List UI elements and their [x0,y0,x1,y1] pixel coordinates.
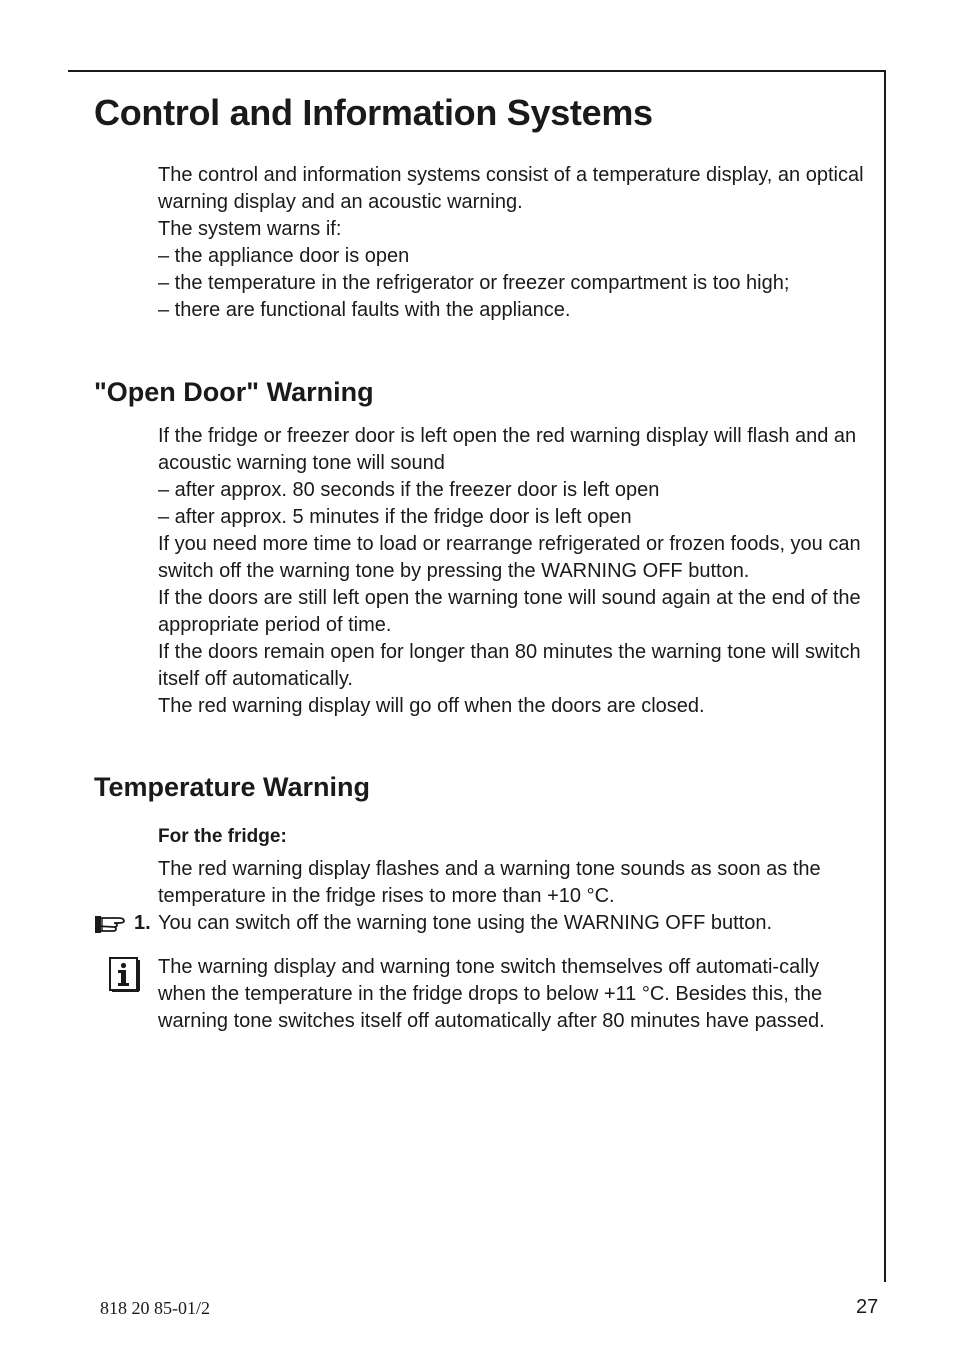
open-door-paragraph: If you need more time to load or rearrange refrigerated or frozen foods, you can switch off the warning tone by pressing the WARNING OFF button. [158,533,861,582]
intro-list-item: – the appliance door is open [158,245,410,267]
step-number: 1. [134,912,151,934]
info-icon [108,956,140,992]
page-number: 27 [856,1296,879,1318]
intro-warns-if: The system warns if: [158,218,342,240]
top-rule [68,70,886,72]
temperature-block [158,823,864,910]
fridge-subheading: For the fridge: [158,826,287,847]
info-block [158,954,864,1035]
open-door-list-item: – after approx. 5 minutes if the fridge door is left open [158,506,632,528]
open-door-paragraph: If the fridge or freezer door is left open the red warning display will flash and an acoustic warning tone will sound [158,425,857,474]
info-paragraph: The warning display and warning tone switch themselves off automati-cally when the temperature in the fridge drops to below +11 °C. Besides this, the warning tone switches itself off automatically after 80 minutes have passed. [158,956,825,1032]
page-title: Control and Information Systems [94,92,653,133]
open-door-paragraph: If the doors are still left open the warning tone will sound again at the end of the appropriate period of time. [158,587,861,636]
intro-block [158,162,864,324]
pointing-hand-icon [94,911,128,933]
temperature-heading: Temperature Warning [94,772,371,802]
temperature-paragraph: The red warning display flashes and a warning tone sounds as soon as the temperature in the fridge rises to more than +10 °C. [158,858,821,907]
open-door-heading: "Open Door" Warning [94,377,374,407]
open-door-paragraph: If the doors remain open for longer than 80 minutes the warning tone will switch itself off automatically. [158,641,861,690]
intro-paragraph: The control and information systems consist of a temperature display, an optical warning display and an acoustic warning. [158,164,864,213]
open-door-block [158,423,864,720]
side-rule [884,70,886,1282]
document-code: 818 20 85-01/2 [100,1298,210,1318]
open-door-paragraph: The red warning display will go off when the doors are closed. [158,695,705,717]
intro-list-item: – there are functional faults with the appliance. [158,299,571,321]
intro-list-item: – the temperature in the refrigerator or freezer compartment is too high; [158,272,790,294]
open-door-list-item: – after approx. 80 seconds if the freezer door is left open [158,479,660,501]
step-text: You can switch off the warning tone using the WARNING OFF button. [158,912,773,934]
